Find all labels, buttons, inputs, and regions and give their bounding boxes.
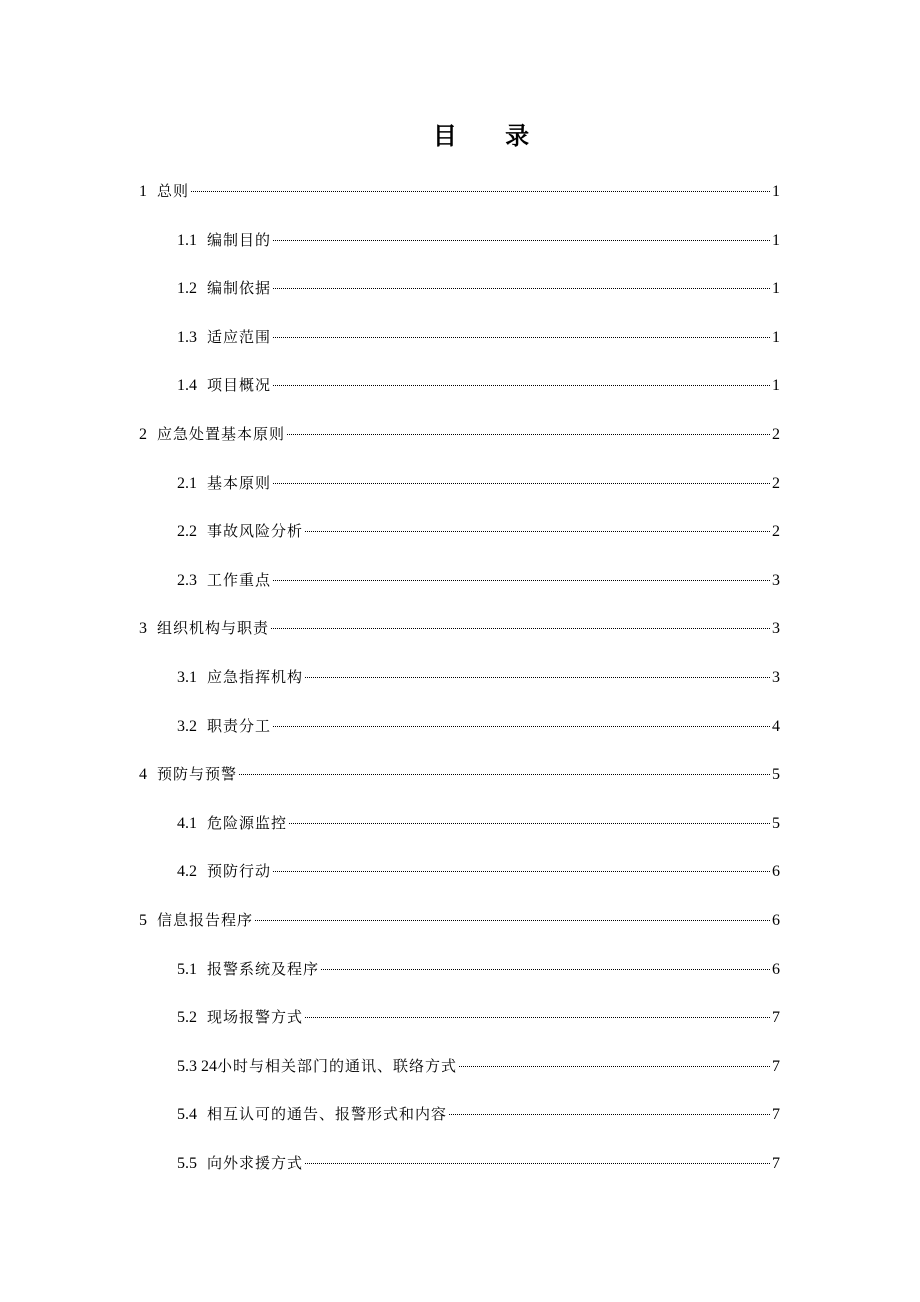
toc-entry-number: 3.1 xyxy=(177,668,197,686)
toc-entry-page-number: 5 xyxy=(772,814,780,832)
toc-dot-leader xyxy=(287,434,770,435)
toc-entry-number: 2.3 xyxy=(177,571,197,589)
toc-entry-number: 1.1 xyxy=(177,231,197,249)
toc-dot-leader xyxy=(255,920,770,921)
toc-entry-title: 项目概况 xyxy=(207,376,272,395)
toc-entry[interactable] xyxy=(177,318,780,367)
toc-entry-page-number: 3 xyxy=(772,620,780,638)
toc-entry-page-number: 6 xyxy=(772,863,780,881)
toc-dot-leader xyxy=(273,483,770,484)
toc-dot-leader xyxy=(273,726,770,727)
toc-entry-page-number: 2 xyxy=(772,523,780,541)
toc-entry-title: 事故风险分析 xyxy=(207,522,304,541)
toc-list xyxy=(0,172,920,1192)
toc-entry-title: 应急处置基本原则 xyxy=(157,424,286,443)
toc-dot-leader xyxy=(305,677,770,678)
toc-entry-number: 4.1 xyxy=(177,814,197,832)
toc-entry-page-number: 1 xyxy=(772,231,780,249)
toc-entry-title: 相互认可的通告、报警形式和内容 xyxy=(207,1105,448,1124)
toc-entry[interactable] xyxy=(177,464,780,513)
toc-entry[interactable] xyxy=(177,1095,780,1144)
toc-entry-number: 4.2 xyxy=(177,863,197,881)
toc-entry-title: 职责分工 xyxy=(207,716,272,735)
toc-entry[interactable] xyxy=(139,415,780,464)
toc-dot-leader xyxy=(289,823,770,824)
toc-dot-leader xyxy=(449,1114,770,1115)
toc-entry-number: 3.2 xyxy=(177,717,197,735)
toc-entry-page-number: 3 xyxy=(772,571,780,589)
toc-entry-number: 3 xyxy=(139,620,147,638)
toc-entry[interactable] xyxy=(177,998,780,1047)
toc-entry-number: 4 xyxy=(139,766,147,784)
toc-entry-page-number: 1 xyxy=(772,377,780,395)
toc-entry-number: 1.4 xyxy=(177,377,197,395)
toc-entry[interactable] xyxy=(177,804,780,853)
toc-entry-number: 2.2 xyxy=(177,523,197,541)
toc-entry-title: 编制目的 xyxy=(207,230,272,249)
toc-entry[interactable] xyxy=(139,172,780,221)
toc-dot-leader xyxy=(459,1066,770,1067)
toc-entry[interactable] xyxy=(177,366,780,415)
toc-entry-title: 向外求援方式 xyxy=(207,1153,304,1172)
toc-dot-leader xyxy=(305,1017,770,1018)
toc-entry[interactable] xyxy=(139,755,780,804)
toc-entry-page-number: 2 xyxy=(772,425,780,443)
toc-dot-leader xyxy=(191,191,770,192)
toc-entry-number: 1.3 xyxy=(177,328,197,346)
toc-entry-title: 组织机构与职责 xyxy=(157,619,270,638)
toc-entry-number: 1.2 xyxy=(177,280,197,298)
toc-entry-title: 总则 xyxy=(157,182,190,200)
toc-entry[interactable] xyxy=(177,512,780,561)
toc-entry-title: 预防与预警 xyxy=(157,765,238,784)
toc-dot-leader xyxy=(273,871,770,872)
toc-entry[interactable] xyxy=(177,1144,780,1193)
toc-entry-number: 5.3 24 xyxy=(177,1057,217,1075)
toc-dot-leader xyxy=(273,240,770,241)
toc-entry-number: 2 xyxy=(139,425,147,443)
toc-entry-number: 5.4 xyxy=(177,1106,197,1124)
toc-entry-page-number: 1 xyxy=(772,280,780,298)
toc-dot-leader xyxy=(305,531,770,532)
toc-dot-leader xyxy=(271,628,770,629)
toc-entry-number: 5.2 xyxy=(177,1009,197,1027)
toc-entry-title: 信息报告程序 xyxy=(157,910,254,929)
toc-entry-title: 编制依据 xyxy=(207,279,272,298)
toc-entry-title: 工作重点 xyxy=(207,570,272,589)
toc-entry-number: 5 xyxy=(139,911,147,929)
toc-entry[interactable] xyxy=(177,852,780,901)
toc-entry-page-number: 6 xyxy=(772,911,780,929)
toc-dot-leader xyxy=(321,969,770,970)
toc-entry-page-number: 7 xyxy=(772,1009,780,1027)
toc-entry-title: 小时与相关部门的通讯、联络方式 xyxy=(217,1056,458,1075)
toc-entry[interactable] xyxy=(177,561,780,610)
toc-entry-page-number: 6 xyxy=(772,960,780,978)
toc-entry-title: 危险源监控 xyxy=(207,813,288,832)
toc-title: 目 录 xyxy=(432,122,550,150)
toc-entry[interactable] xyxy=(177,950,780,999)
toc-entry[interactable] xyxy=(177,221,780,270)
toc-entry[interactable] xyxy=(177,658,780,707)
toc-entry-title: 基本原则 xyxy=(207,473,272,492)
toc-dot-leader xyxy=(273,385,770,386)
toc-entry-page-number: 7 xyxy=(772,1057,780,1075)
toc-dot-leader xyxy=(273,580,770,581)
toc-entry-number: 5.1 xyxy=(177,960,197,978)
toc-entry[interactable] xyxy=(177,1047,780,1096)
toc-entry-page-number: 1 xyxy=(772,328,780,346)
toc-dot-leader xyxy=(273,288,770,289)
toc-dot-leader xyxy=(239,774,770,775)
toc-entry[interactable] xyxy=(139,901,780,950)
toc-entry[interactable] xyxy=(177,707,780,756)
toc-entry[interactable] xyxy=(139,609,780,658)
toc-entry-page-number: 2 xyxy=(772,474,780,492)
toc-entry-page-number: 7 xyxy=(772,1106,780,1124)
toc-entry-number: 2.1 xyxy=(177,474,197,492)
toc-entry-page-number: 4 xyxy=(772,717,780,735)
toc-dot-leader xyxy=(273,337,770,338)
toc-dot-leader xyxy=(305,1163,770,1164)
toc-entry-title: 应急指挥机构 xyxy=(207,667,304,686)
toc-entry[interactable] xyxy=(177,269,780,318)
toc-entry-title: 预防行动 xyxy=(207,862,272,881)
toc-entry-title: 现场报警方式 xyxy=(207,1008,304,1027)
toc-entry-number: 1 xyxy=(139,183,147,200)
toc-entry-page-number: 7 xyxy=(772,1154,780,1172)
toc-entry-number: 5.5 xyxy=(177,1154,197,1172)
toc-entry-page-number: 3 xyxy=(772,668,780,686)
toc-entry-title: 适应范围 xyxy=(207,327,272,346)
toc-entry-page-number: 5 xyxy=(772,766,780,784)
toc-entry-page-number: 1 xyxy=(772,183,780,200)
toc-entry-title: 报警系统及程序 xyxy=(207,959,320,978)
